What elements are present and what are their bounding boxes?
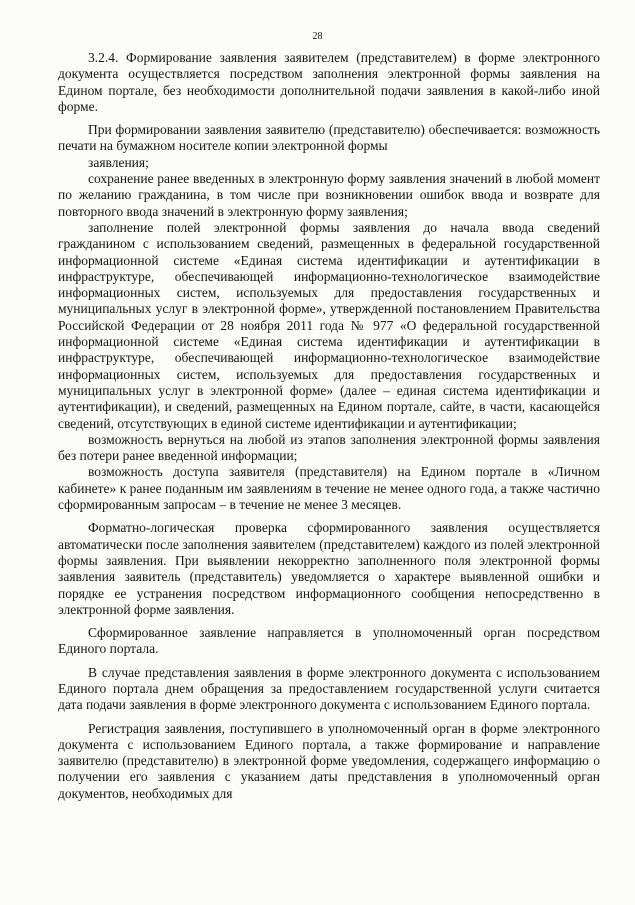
paragraph: возможность вернуться на любой из этапов заполнения электронной формы заявления без потери ранее введенной информации;	[58, 431, 600, 464]
paragraph: При формировании заявления заявителю (представителю) обеспечивается: возможность печати на бумажном носителе копии электронной формы	[58, 122, 600, 154]
document-body	[58, 50, 600, 802]
paragraph: Регистрация заявления, поступившего в уполномоченный орган в форме электронного документа с использованием Единого портала, а также формирование и направление заявителю (представителю) в электронной форме уведомления, содержащего информацию о получении его заявления с указанием даты представления в уполномоченный орган документов, необходимых для	[58, 720, 600, 801]
page-number: 28	[312, 31, 323, 42]
paragraph: возможность доступа заявителя (представителя) на Едином портале в «Личном кабинете» к ранее поданным им заявлениям в течение не менее одного года, а также частично сформированным запросам – в течение не менее 3 месяцев.	[58, 464, 600, 513]
paragraph: заполнение полей электронной формы заявления до начала ввода сведений гражданином с использованием сведений, размещенных в федеральной государственной информационной системе «Единая система идентификации и аутентификации в инфраструктуре, обеспечивающей информационно-технологическое взаимодействие информационных систем, используемых для предоставления государственных и муниципальных услуг в электронной форме», утвержденной постановлением Правительства Российской Федерации от 28 ноября 2011 года № 977 «О федеральной государственной информационной системе «Единая система идентификации и аутентификации в инфраструктуре, обеспечивающей информационно-технологическое взаимодействие информационных систем, используемых для предоставления государственных и муниципальных услуг в электронной форме» (далее – единая система идентификации и аутентификации), и сведений, размещенных на Едином портале, сайте, в части, касающейся сведений, отсутствующих в единой системе идентификации и аутентификации;	[58, 219, 600, 431]
paragraph: В случае представления заявления в форме электронного документа с использованием Единого портала днем обращения за предоставлением государственной услуги считается дата подачи заявления в форме электронного документа с использованием Единого портала.	[58, 664, 600, 713]
paragraph: сохранение ранее введенных в электронную форму заявления значений в любой момент по желанию гражданина, в том числе при возникновении ошибок ввода и возврате для повторного ввода значений в электронную форму заявления;	[58, 171, 600, 219]
paragraph: Сформированное заявление направляется в уполномоченный орган посредством Единого портала.	[58, 625, 600, 657]
paragraph: Форматно-логическая проверка сформированного заявления осуществляется автоматически после заполнения заявителем (представителем) каждого из полей электронной формы заявления. При выявлении некорректно заполненного поля электронной формы заявления заявитель (представитель) уведомляется о характере выявленной ошибки и порядке ее устранения посредством информационного сообщения непосредственно в электронной форме заявления.	[58, 520, 600, 617]
paragraph-3-2-4: 3.2.4. Формирование заявления заявителем (представителем) в форме электронного документа осуществляется посредством заполнения электронной формы заявления на Едином портале, без необходимости дополнительной подачи заявления в какой-либо иной форме.	[58, 50, 600, 114]
paragraph: заявления;	[88, 154, 149, 170]
